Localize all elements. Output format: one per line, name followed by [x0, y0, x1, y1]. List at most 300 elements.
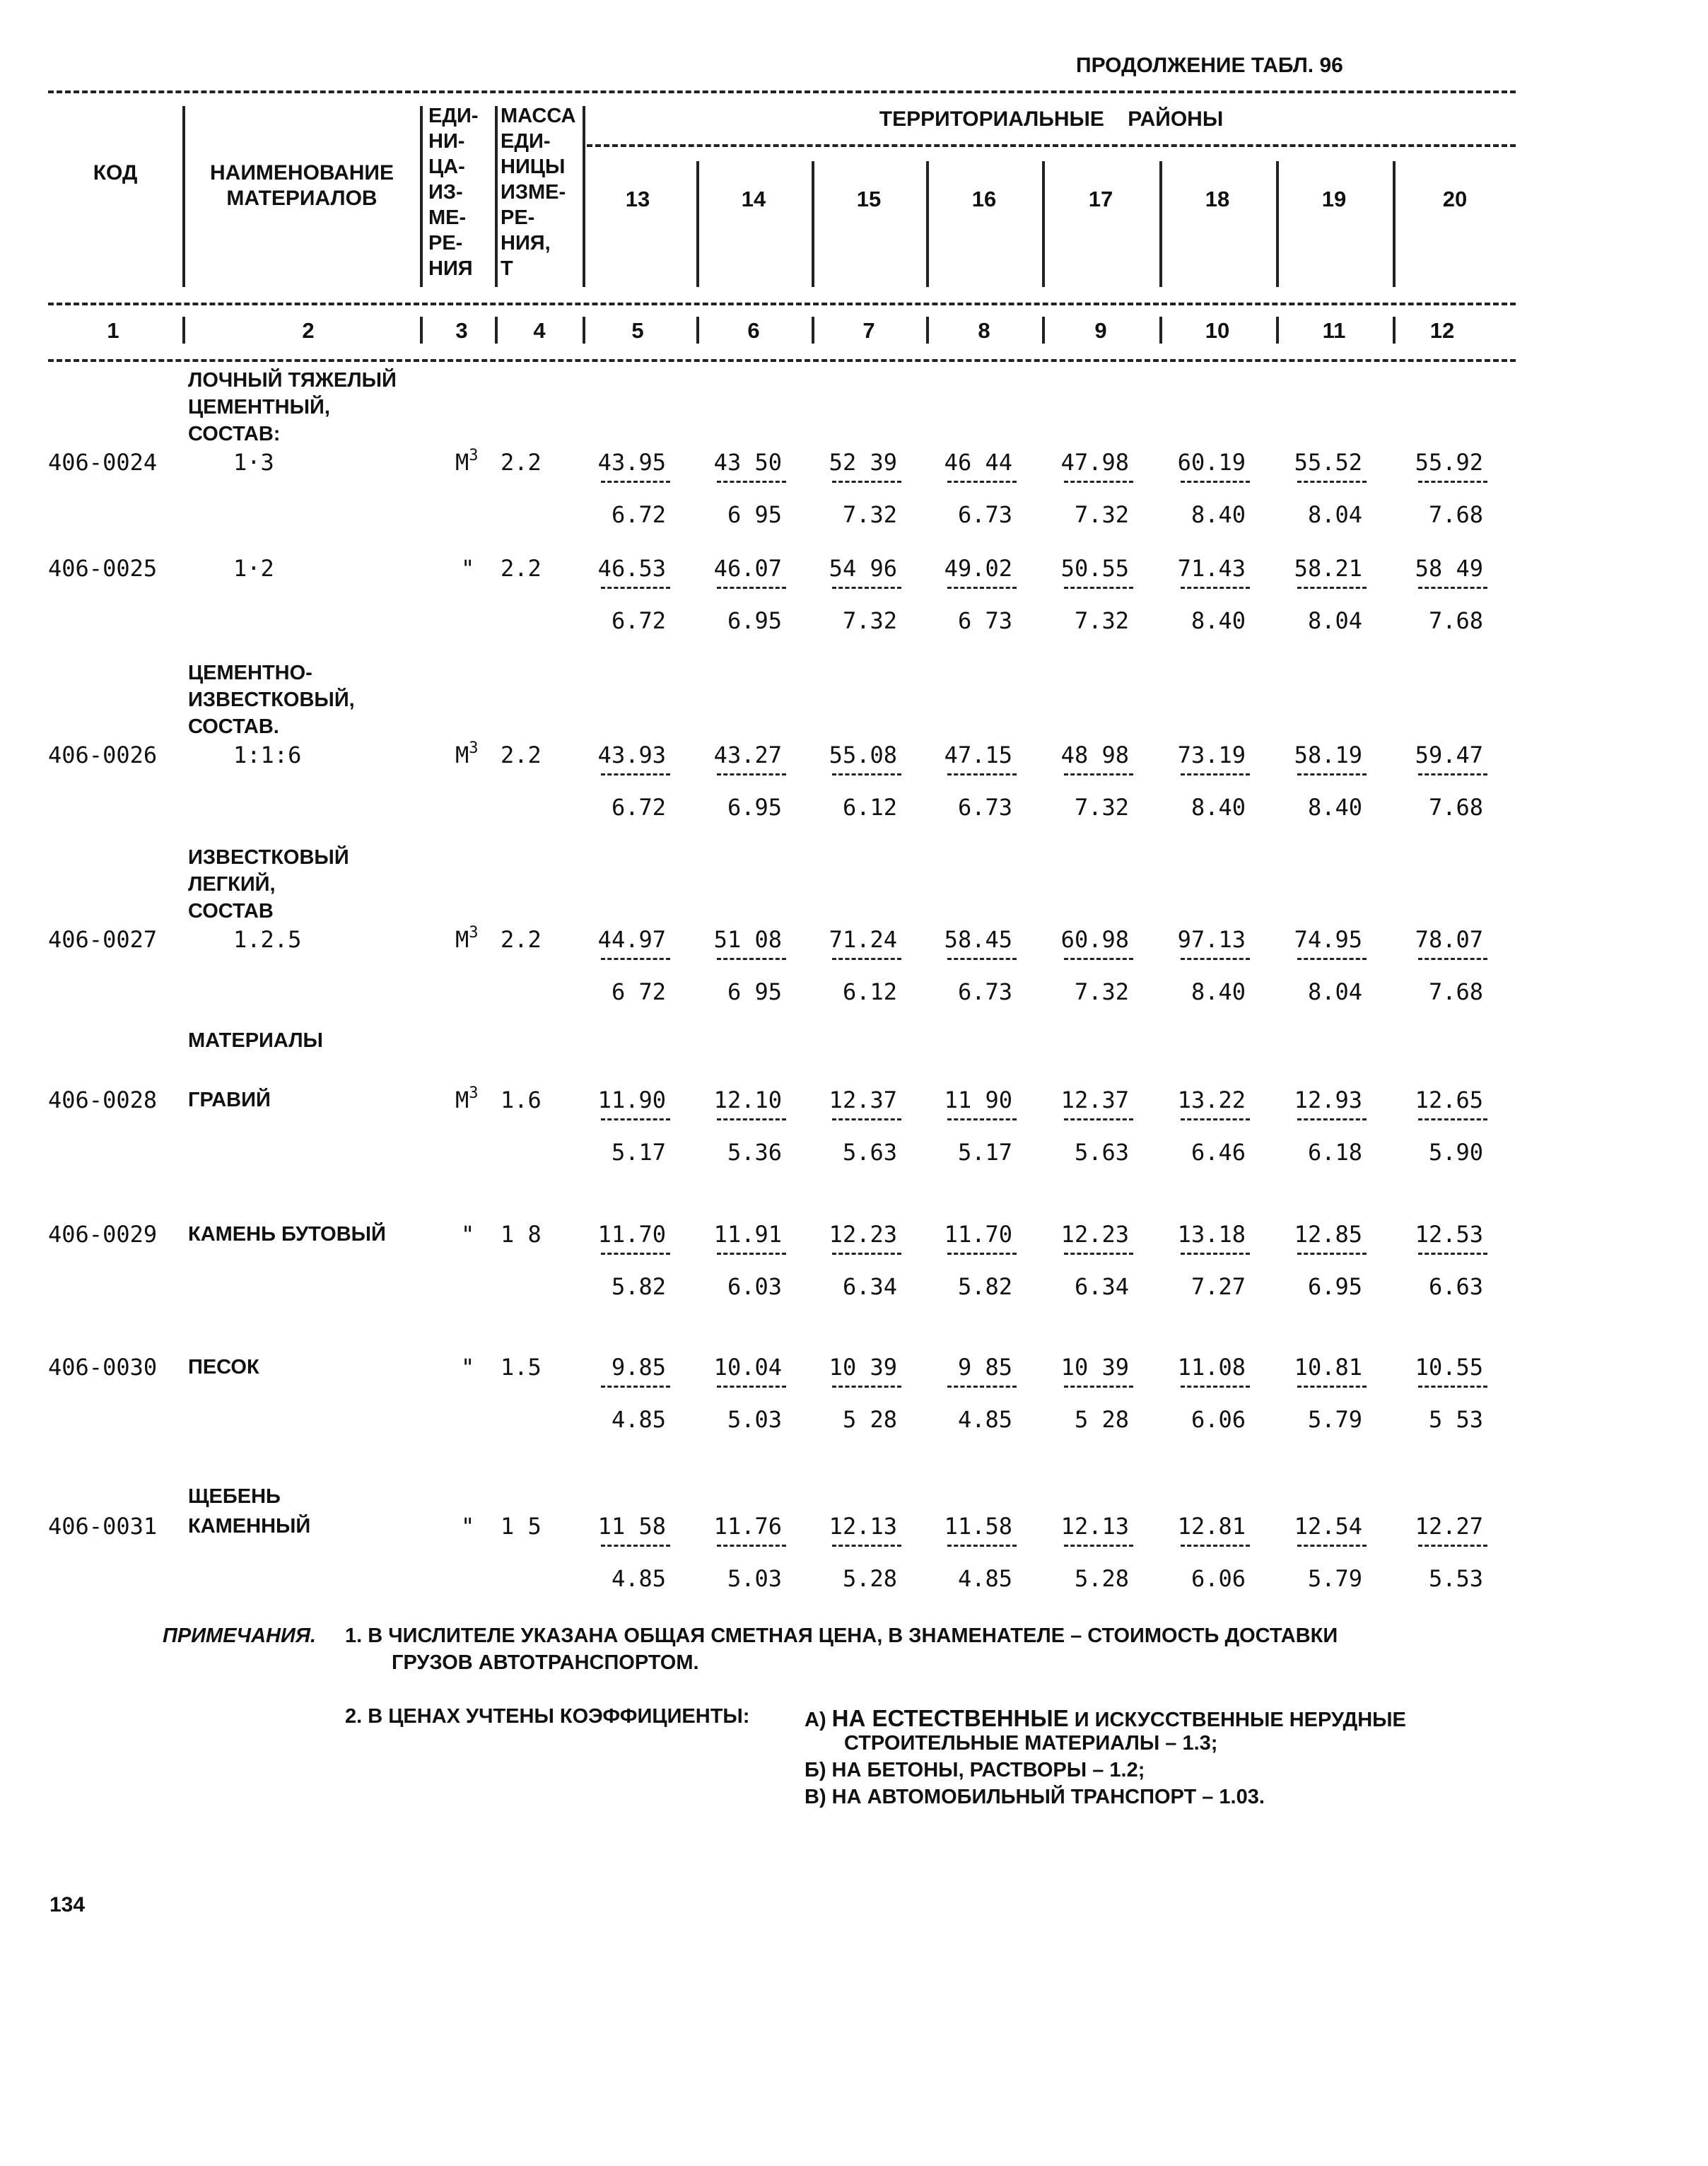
header-divider: [926, 161, 929, 287]
column-number: 11: [1322, 318, 1346, 343]
header-unit-line: ЦА-: [428, 156, 465, 178]
row-unit: [455, 739, 479, 768]
material-group-label: ЦЕМЕНТНЫЙ,: [188, 396, 330, 418]
price-denominator: 6.34: [842, 1273, 897, 1300]
fraction-bar: [1064, 773, 1133, 775]
fraction-bar: [1418, 1253, 1487, 1255]
fraction-bar: [1181, 1545, 1250, 1547]
header-region-number: 16: [971, 187, 997, 211]
column-number: 2: [302, 318, 315, 343]
price-denominator: 4.85: [611, 1565, 666, 1592]
unit-symbol: М: [455, 449, 469, 476]
fraction-bar: [1418, 958, 1487, 960]
price-denominator: 6.72: [611, 607, 666, 634]
header-divider: [696, 161, 699, 287]
price-numerator: 11.91: [713, 1221, 782, 1248]
fraction-bar: [1297, 1118, 1367, 1120]
fraction-bar: [947, 1118, 1017, 1120]
fraction-bar: [1418, 773, 1487, 775]
row-material-name: 1·3: [233, 449, 274, 476]
note-2-a-prefix: А): [805, 1709, 826, 1731]
colnum-divider: [583, 317, 585, 344]
price-denominator: 5.82: [611, 1273, 666, 1300]
fraction-bar: [947, 1545, 1017, 1547]
price-numerator: 12.13: [1060, 1513, 1129, 1540]
price-denominator: 6.03: [727, 1273, 782, 1300]
price-denominator: 6 72: [611, 978, 666, 1005]
header-mass-line: ИЗМЕ-: [501, 181, 566, 204]
price-denominator: 8.40: [1191, 501, 1246, 528]
price-denominator: 7.32: [1074, 794, 1129, 821]
price-denominator: 5.03: [727, 1406, 782, 1433]
colnum-divider: [1159, 317, 1162, 344]
price-numerator: 52 39: [829, 449, 897, 476]
header-mass-line: ЕДИ-: [501, 130, 551, 153]
price-numerator: 55.92: [1415, 449, 1483, 476]
price-numerator: 74.95: [1294, 926, 1362, 953]
fraction-bar: [1181, 1253, 1250, 1255]
price-denominator: 6.73: [957, 794, 1012, 821]
price-numerator: 12.27: [1415, 1513, 1483, 1540]
price-denominator: 5.53: [1428, 1565, 1483, 1592]
price-numerator: 59.47: [1415, 742, 1483, 768]
row-code: 406-0025: [48, 555, 158, 582]
colnum-divider: [1042, 317, 1045, 344]
fraction-bar: [717, 1545, 786, 1547]
price-denominator: 6.63: [1428, 1273, 1483, 1300]
fraction-bar: [1418, 1118, 1487, 1120]
unit-symbol: ": [461, 1513, 475, 1540]
fraction-bar: [1181, 773, 1250, 775]
price-numerator: 13.22: [1177, 1087, 1246, 1113]
price-numerator: 47.98: [1060, 449, 1129, 476]
price-numerator: 51 08: [713, 926, 782, 953]
fraction-bar: [1297, 481, 1367, 483]
price-numerator: 43.95: [597, 449, 666, 476]
price-denominator: 6 95: [727, 978, 782, 1005]
material-group-label: ИЗВЕСТКОВЫЙ: [188, 846, 349, 869]
fraction-bar: [1064, 1386, 1133, 1388]
price-numerator: 10.55: [1415, 1354, 1483, 1381]
price-numerator: 71.24: [829, 926, 897, 953]
header-unit-line: ИЗ-: [428, 181, 463, 204]
price-numerator: 9.85: [611, 1354, 666, 1381]
price-denominator: 6 73: [957, 607, 1012, 634]
row-code: 406-0030: [48, 1354, 158, 1381]
header-regions-title: ТЕРРИТОРИАЛЬНЫЕ РАЙОНЫ: [879, 107, 1224, 131]
header-code: КОД: [93, 161, 138, 185]
header-divider: [420, 106, 423, 287]
header-region-number: 20: [1442, 187, 1468, 211]
header-name-line1: НАИМЕНОВАНИЕ: [210, 161, 394, 185]
row-unit: [461, 1354, 475, 1381]
note-2-a-line-2: СТРОИТЕЛЬНЫЕ МАТЕРИАЛЫ – 1.3;: [844, 1732, 1218, 1755]
price-numerator: 11 58: [597, 1513, 666, 1540]
price-numerator: 12.81: [1177, 1513, 1246, 1540]
note-2-a-rest: И ИСКУССТВЕННЫЕ НЕРУДНЫЕ: [1074, 1709, 1406, 1731]
price-numerator: 11.70: [944, 1221, 1012, 1248]
price-numerator: 12.10: [713, 1087, 782, 1113]
price-numerator: 11.58: [944, 1513, 1012, 1540]
price-denominator: 5.28: [1074, 1565, 1129, 1592]
price-denominator: 8.40: [1191, 978, 1246, 1005]
fraction-bar: [832, 481, 901, 483]
colnum-divider: [926, 317, 929, 344]
row-unit: [455, 1084, 479, 1113]
material-group-label: ЛОЧНЫЙ ТЯЖЕЛЫЙ: [188, 369, 397, 392]
row-mass: 2.2: [501, 449, 542, 476]
colnum-divider: [420, 317, 423, 344]
row-material-name: КАМЕННЫЙ: [188, 1515, 311, 1538]
price-numerator: 43.27: [713, 742, 782, 768]
page-number: 134: [49, 1893, 86, 1916]
price-numerator: 9 85: [957, 1354, 1012, 1381]
price-numerator: 43.93: [597, 742, 666, 768]
row-unit: [455, 924, 479, 953]
row-mass: 1 5: [501, 1513, 542, 1540]
price-denominator: 7.68: [1428, 607, 1483, 634]
fraction-bar: [717, 1253, 786, 1255]
header-mass-line: НИЯ,: [501, 232, 551, 254]
regions-title-rule: [587, 144, 1516, 147]
price-denominator: 6.06: [1191, 1406, 1246, 1433]
header-unit-line: ЕДИ-: [428, 105, 479, 127]
fraction-bar: [1297, 1545, 1367, 1547]
row-code: 406-0024: [48, 449, 158, 476]
column-number: 4: [533, 318, 546, 343]
column-number: 6: [747, 318, 760, 343]
note-2-b: Б) НА БЕТОНЫ, РАСТВОРЫ – 1.2;: [805, 1759, 1145, 1781]
fraction-bar: [832, 773, 901, 775]
price-denominator: 4.85: [957, 1565, 1012, 1592]
note-2-a: [805, 1707, 1406, 1731]
header-region-number: 15: [856, 187, 882, 211]
price-denominator: 5 28: [1074, 1406, 1129, 1433]
price-denominator: 6.95: [727, 607, 782, 634]
fraction-bar: [832, 958, 901, 960]
price-denominator: 6.73: [957, 978, 1012, 1005]
price-numerator: 12.37: [1060, 1087, 1129, 1113]
colnum-divider: [182, 317, 185, 344]
price-numerator: 58.21: [1294, 555, 1362, 582]
price-denominator: 6.72: [611, 794, 666, 821]
row-unit: [455, 447, 479, 476]
note-2-c: В) НА АВТОМОБИЛЬНЫЙ ТРАНСПОРТ – 1.03.: [805, 1786, 1265, 1808]
price-numerator: 58.19: [1294, 742, 1362, 768]
fraction-bar: [947, 481, 1017, 483]
row-material-name: КАМЕНЬ БУТОВЫЙ: [188, 1223, 386, 1246]
price-numerator: 10.81: [1294, 1354, 1362, 1381]
fraction-bar: [601, 773, 670, 775]
notes-label: ПРИМЕЧАНИЯ.: [163, 1624, 317, 1647]
price-numerator: 50.55: [1060, 555, 1129, 582]
fraction-bar: [947, 587, 1017, 589]
row-code: 406-0027: [48, 926, 158, 953]
price-denominator: 8.40: [1191, 794, 1246, 821]
price-denominator: 6.95: [727, 794, 782, 821]
fraction-bar: [601, 1545, 670, 1547]
header-unit-line: НИ-: [428, 130, 465, 153]
unit-exponent: 3: [469, 447, 479, 464]
header-region-number: 19: [1321, 187, 1347, 211]
material-group-label: ЛЕГКИЙ,: [188, 873, 276, 896]
colnum-divider: [696, 317, 699, 344]
price-numerator: 55.52: [1294, 449, 1362, 476]
header-name-line2: МАТЕРИАЛОВ: [226, 187, 378, 210]
fraction-bar: [1181, 1386, 1250, 1388]
fraction-bar: [1181, 958, 1250, 960]
header-region-number: 14: [741, 187, 766, 211]
price-denominator: 6.46: [1191, 1139, 1246, 1166]
fraction-bar: [601, 1118, 670, 1120]
price-numerator: 58 49: [1415, 555, 1483, 582]
header-mass-line: Т: [501, 257, 513, 280]
price-numerator: 46.53: [597, 555, 666, 582]
fraction-bar: [717, 958, 786, 960]
note-2-a-emphasis: НА ЕСТЕСТВЕННЫЕ: [831, 1705, 1069, 1731]
fraction-bar: [1297, 773, 1367, 775]
row-mass: 1 8: [501, 1221, 542, 1248]
price-denominator: 5.28: [842, 1565, 897, 1592]
row-code: 406-0028: [48, 1087, 158, 1113]
header-divider: [1159, 161, 1162, 287]
row-unit: [461, 1515, 474, 1538]
price-denominator: 7.68: [1428, 794, 1483, 821]
price-numerator: 11 90: [944, 1087, 1012, 1113]
price-numerator: 55.08: [829, 742, 897, 768]
price-numerator: 46.07: [713, 555, 782, 582]
column-number: 1: [107, 318, 119, 343]
price-numerator: 13.18: [1177, 1221, 1246, 1248]
price-numerator: 73.19: [1177, 742, 1246, 768]
price-denominator: 5.17: [611, 1139, 666, 1166]
fraction-bar: [717, 773, 786, 775]
price-numerator: 12.53: [1415, 1221, 1483, 1248]
unit-exponent: 3: [469, 924, 479, 942]
price-denominator: 6 95: [727, 501, 782, 528]
colnum-bottom-rule: [48, 359, 1516, 362]
material-group-label: СОСТАВ: [188, 900, 274, 923]
price-denominator: 7.32: [1074, 607, 1129, 634]
material-group-label: ЦЕМЕНТНО-: [188, 662, 312, 684]
price-denominator: 6.12: [842, 794, 897, 821]
row-mass: 1.6: [501, 1087, 542, 1113]
header-mass-line: МАССА: [501, 105, 576, 127]
price-numerator: 12.13: [829, 1513, 897, 1540]
row-unit: [461, 1223, 474, 1246]
price-denominator: 4.85: [957, 1406, 1012, 1433]
price-denominator: 8.40: [1191, 607, 1246, 634]
price-denominator: 7.32: [842, 501, 897, 528]
price-numerator: 11.70: [597, 1221, 666, 1248]
row-material-name: ГРАВИЙ: [188, 1089, 271, 1111]
price-numerator: 46 44: [944, 449, 1012, 476]
price-denominator: 8.04: [1307, 501, 1362, 528]
row-unit: [461, 557, 474, 580]
column-number: 5: [631, 318, 644, 343]
colnum-divider: [1393, 317, 1396, 344]
unit-symbol: М: [455, 742, 469, 768]
material-group-label: СОСТАВ.: [188, 715, 279, 738]
fraction-bar: [1064, 958, 1133, 960]
fraction-bar: [1418, 481, 1487, 483]
unit-exponent: 3: [469, 1084, 479, 1102]
price-denominator: 7.32: [842, 607, 897, 634]
price-denominator: 5.03: [727, 1565, 782, 1592]
price-numerator: 43 50: [713, 449, 782, 476]
unit-symbol: ": [461, 1354, 475, 1381]
price-numerator: 60.19: [1177, 449, 1246, 476]
column-number: 7: [862, 318, 875, 343]
price-denominator: 7.32: [1074, 501, 1129, 528]
price-denominator: 8.04: [1307, 607, 1362, 634]
price-denominator: 6.18: [1307, 1139, 1362, 1166]
price-numerator: 58.45: [944, 926, 1012, 953]
price-denominator: 5.90: [1428, 1139, 1483, 1166]
header-divider: [495, 106, 498, 287]
price-numerator: 12.85: [1294, 1221, 1362, 1248]
continuation-label: ПРОДОЛЖЕНИЕ ТАБЛ. 96: [1076, 54, 1343, 77]
price-denominator: 5.36: [727, 1139, 782, 1166]
unit-exponent: 3: [469, 739, 479, 757]
price-denominator: 5 53: [1428, 1406, 1483, 1433]
row-material-name: ПЕСОК: [188, 1356, 259, 1378]
price-numerator: 44.97: [597, 926, 666, 953]
column-number: 12: [1429, 318, 1455, 343]
fraction-bar: [717, 1118, 786, 1120]
row-material-name: 1:1:6: [233, 742, 302, 768]
row-mass: 2.2: [501, 742, 542, 768]
price-numerator: 11.08: [1177, 1354, 1246, 1381]
price-numerator: 12.37: [829, 1087, 897, 1113]
column-number: 3: [455, 318, 468, 343]
price-numerator: 48 98: [1060, 742, 1129, 768]
row-mass: 1.5: [501, 1354, 542, 1381]
material-group-label: МАТЕРИАЛЫ: [188, 1029, 323, 1052]
header-unit-line: МЕ-: [428, 206, 467, 229]
fraction-bar: [717, 1386, 786, 1388]
fraction-bar: [832, 1386, 901, 1388]
fraction-bar: [1064, 587, 1133, 589]
header-mass-line: РЕ-: [501, 206, 535, 229]
price-numerator: 12.23: [1060, 1221, 1129, 1248]
header-divider: [1276, 161, 1279, 287]
unit-symbol: М: [455, 926, 469, 953]
price-denominator: 7.27: [1191, 1273, 1246, 1300]
header-top-rule: [48, 90, 1516, 93]
unit-symbol: ": [461, 1221, 475, 1248]
header-region-number: 18: [1205, 187, 1230, 211]
row-mass: 2.2: [501, 926, 542, 953]
note-1-line-2: ГРУЗОВ АВТОТРАНСПОРТОМ.: [392, 1651, 699, 1674]
row-material-name: 1·2: [233, 555, 274, 582]
price-denominator: 7.32: [1074, 978, 1129, 1005]
price-numerator: 11.90: [597, 1087, 666, 1113]
fraction-bar: [601, 587, 670, 589]
fraction-bar: [947, 773, 1017, 775]
header-mass-line: НИЦЫ: [501, 156, 566, 178]
unit-symbol: М: [455, 1087, 469, 1113]
price-numerator: 10 39: [1060, 1354, 1129, 1381]
fraction-bar: [1181, 481, 1250, 483]
fraction-bar: [1297, 1386, 1367, 1388]
price-denominator: 5.79: [1307, 1565, 1362, 1592]
fraction-bar: [1064, 1253, 1133, 1255]
unit-symbol: ": [461, 555, 475, 582]
fraction-bar: [1064, 481, 1133, 483]
note-2-intro: 2. В ЦЕНАХ УЧТЕНЫ КОЭФФИЦИЕНТЫ:: [345, 1705, 750, 1728]
header-region-number: 17: [1088, 187, 1113, 211]
price-denominator: 5.79: [1307, 1406, 1362, 1433]
row-code: 406-0026: [48, 742, 158, 768]
header-divider: [1042, 161, 1045, 287]
price-denominator: 7.68: [1428, 978, 1483, 1005]
fraction-bar: [601, 1253, 670, 1255]
price-denominator: 6.95: [1307, 1273, 1362, 1300]
fraction-bar: [1418, 1545, 1487, 1547]
price-denominator: 6.72: [611, 501, 666, 528]
price-denominator: 8.40: [1307, 794, 1362, 821]
price-denominator: 7.68: [1428, 501, 1483, 528]
price-numerator: 60.98: [1060, 926, 1129, 953]
header-bottom-rule: [48, 303, 1516, 305]
fraction-bar: [947, 1253, 1017, 1255]
fraction-bar: [947, 1386, 1017, 1388]
column-number: 9: [1094, 318, 1107, 343]
fraction-bar: [1297, 587, 1367, 589]
column-number: 10: [1205, 318, 1230, 343]
fraction-bar: [1064, 1545, 1133, 1547]
column-number: 8: [978, 318, 990, 343]
header-unit-line: НИЯ: [428, 257, 473, 280]
material-group-label: ЩЕБЕНЬ: [188, 1485, 281, 1508]
row-code: 406-0031: [48, 1513, 158, 1540]
price-denominator: 5.63: [842, 1139, 897, 1166]
price-numerator: 12.23: [829, 1221, 897, 1248]
price-numerator: 10.04: [713, 1354, 782, 1381]
colnum-divider: [812, 317, 814, 344]
fraction-bar: [1181, 587, 1250, 589]
price-numerator: 10 39: [829, 1354, 897, 1381]
price-denominator: 6.34: [1074, 1273, 1129, 1300]
fraction-bar: [832, 1545, 901, 1547]
header-divider: [583, 106, 585, 287]
price-denominator: 5.63: [1074, 1139, 1129, 1166]
price-denominator: 5.82: [957, 1273, 1012, 1300]
row-code: 406-0029: [48, 1221, 158, 1248]
fraction-bar: [717, 587, 786, 589]
price-numerator: 12.65: [1415, 1087, 1483, 1113]
fraction-bar: [1418, 1386, 1487, 1388]
fraction-bar: [601, 958, 670, 960]
price-denominator: 5.17: [957, 1139, 1012, 1166]
fraction-bar: [1297, 1253, 1367, 1255]
fraction-bar: [832, 587, 901, 589]
price-numerator: 12.54: [1294, 1513, 1362, 1540]
price-numerator: 11.76: [713, 1513, 782, 1540]
header-unit-line: РЕ-: [428, 232, 463, 254]
fraction-bar: [1064, 1118, 1133, 1120]
fraction-bar: [1181, 1118, 1250, 1120]
header-region-number: 13: [625, 187, 650, 211]
price-denominator: 6.12: [842, 978, 897, 1005]
price-numerator: 97.13: [1177, 926, 1246, 953]
colnum-divider: [1276, 317, 1279, 344]
price-denominator: 4.85: [611, 1406, 666, 1433]
note-1-line-1: 1. В ЧИСЛИТЕЛЕ УКАЗАНА ОБЩАЯ СМЕТНАЯ ЦЕНА, В ЗНАМЕНАТЕЛЕ – СТОИМОСТЬ ДОСТАВКИ: [345, 1624, 1338, 1647]
fraction-bar: [601, 1386, 670, 1388]
fraction-bar: [832, 1118, 901, 1120]
